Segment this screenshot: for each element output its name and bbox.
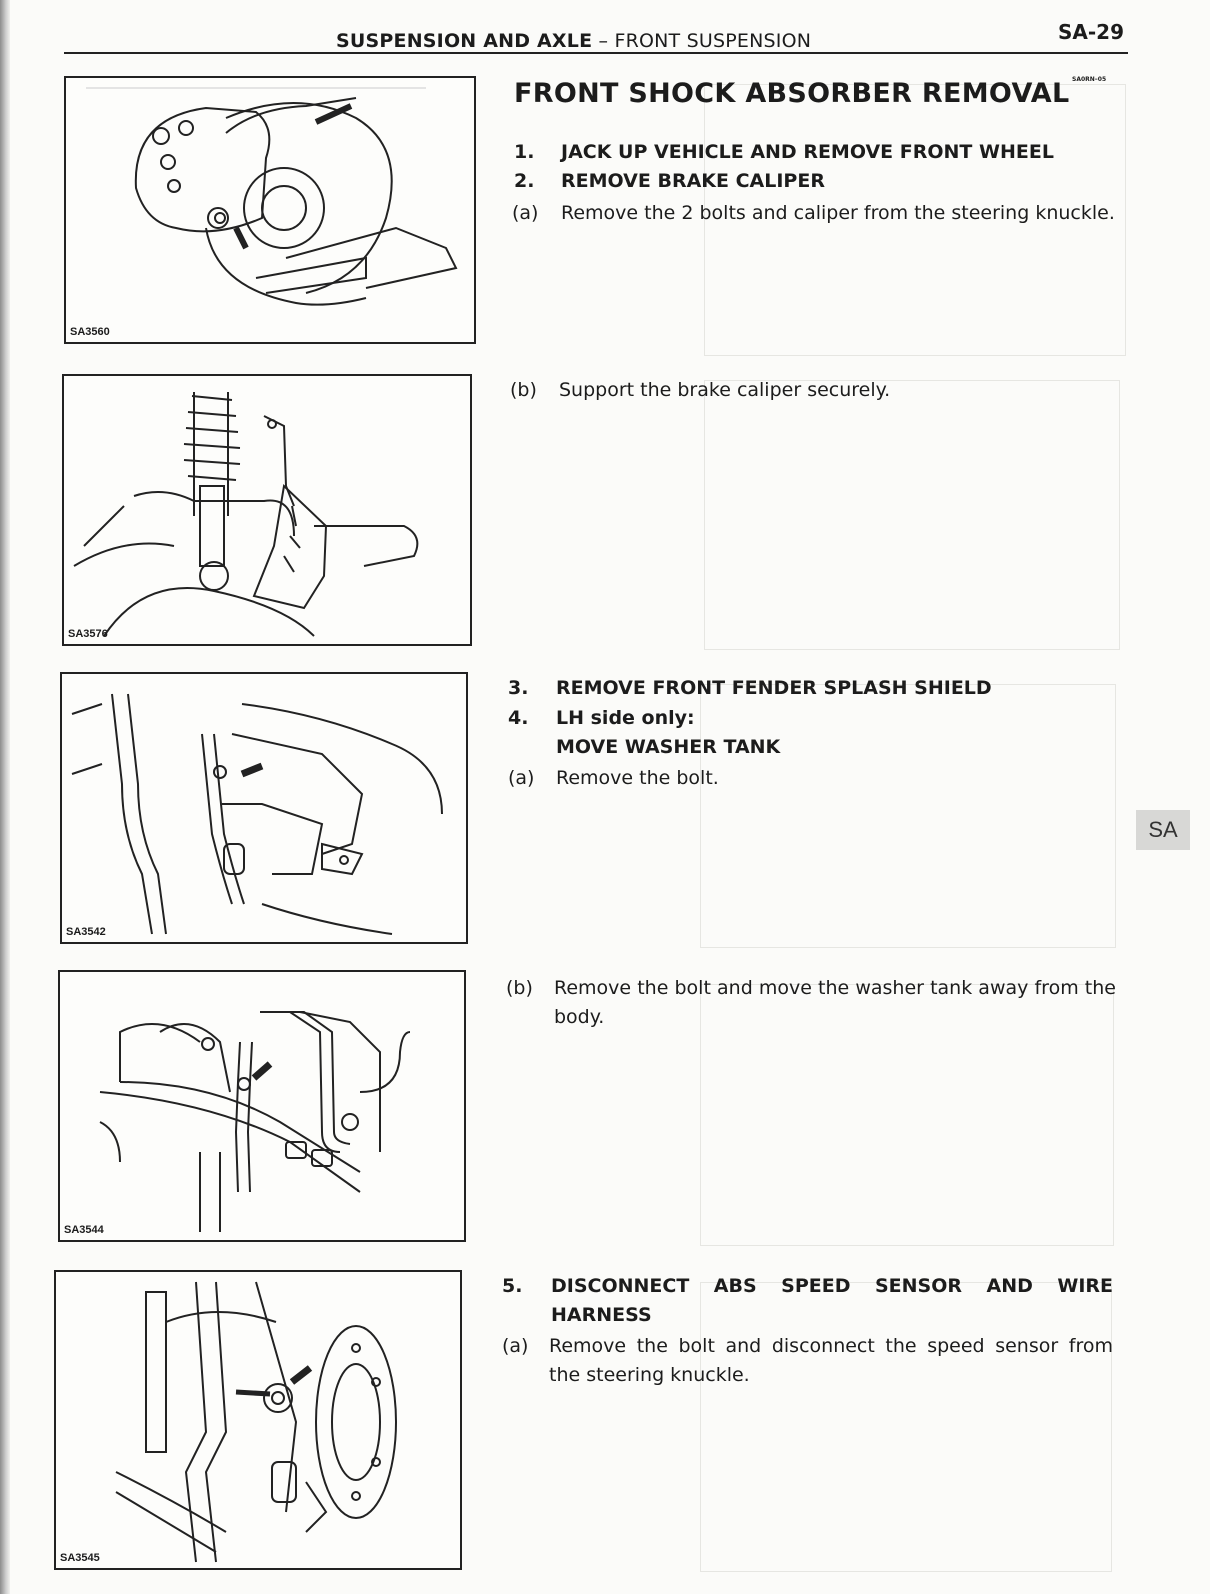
step-2a — [512, 199, 1124, 259]
step-text-line1: LH side only: — [556, 707, 695, 729]
substep-label: (b) — [506, 977, 533, 999]
step-text: REMOVE FRONT FENDER SPLASH SHIELD — [556, 677, 992, 699]
step-4a — [508, 764, 1120, 794]
step-number: 2. — [514, 170, 535, 192]
step-text: JACK UP VEHICLE AND REMOVE FRONT WHEEL — [561, 141, 1054, 163]
figure-abs-speed-sensor — [54, 1270, 462, 1570]
substep-text: Remove the bolt and move the washer tank away from the body. — [554, 977, 1116, 1028]
washer-tank-bolt-illustration-icon — [62, 674, 466, 942]
figure-caliper-support — [62, 374, 472, 646]
step-number: 3. — [508, 677, 529, 699]
figure-label: SA3542 — [66, 926, 106, 938]
bleed-through-ghost — [704, 380, 1120, 650]
step-number: 5. — [502, 1275, 523, 1297]
substep-label: (b) — [510, 379, 537, 401]
substep-text: Support the brake caliper securely. — [559, 379, 891, 401]
step-number: 4. — [508, 707, 529, 729]
substep-label: (a) — [512, 202, 539, 224]
washer-tank-move-illustration-icon — [60, 972, 464, 1240]
step-5 — [502, 1272, 1114, 1330]
substep-text: Remove the 2 bolts and caliper from the steering knuckle. — [561, 202, 1115, 224]
step-4 — [508, 704, 1118, 762]
substep-text: Remove the bolt and disconnect the speed sensor from the steering knuckle. — [549, 1335, 1113, 1386]
title-code: SA0RN–05 — [1072, 76, 1107, 83]
step-3 — [508, 674, 1118, 703]
step-number: 1. — [514, 141, 535, 163]
figure-washer-tank-move — [58, 970, 466, 1242]
header-dash: – — [592, 30, 615, 52]
figure-label: SA3544 — [64, 1224, 104, 1236]
figure-brake-caliper — [64, 76, 476, 344]
caliper-support-illustration-icon — [64, 376, 470, 644]
step-2 — [514, 167, 1124, 196]
figure-washer-tank-bolt — [60, 672, 468, 944]
main-title: FRONT SHOCK ABSORBER REMOVAL — [514, 78, 1070, 109]
step-2b — [510, 376, 1122, 406]
header-subsection: FRONT SUSPENSION — [614, 30, 812, 52]
substep-label: (a) — [502, 1335, 529, 1357]
figure-label: SA3560 — [70, 326, 110, 338]
section-tab: SA — [1136, 810, 1190, 850]
substep-text: Remove the bolt. — [556, 767, 719, 789]
figure-label: SA3545 — [60, 1552, 100, 1564]
figure-label: SA3576 — [68, 628, 108, 640]
step-text: DISCONNECT ABS SPEED SENSOR AND WIRE HARNESS — [551, 1275, 1113, 1326]
brake-caliper-illustration-icon — [66, 78, 474, 342]
header-rule — [64, 52, 1128, 54]
step-5a — [502, 1332, 1114, 1392]
step-text: REMOVE BRAKE CALIPER — [561, 170, 825, 192]
page-number: SA-29 — [1058, 20, 1125, 44]
page-binding-edge — [0, 0, 10, 1594]
step-4b — [506, 974, 1118, 1034]
header-section: SUSPENSION AND AXLE — [336, 30, 593, 52]
abs-speed-sensor-illustration-icon — [56, 1272, 460, 1568]
substep-label: (a) — [508, 767, 535, 789]
page-header — [336, 30, 811, 52]
step-text-line2: MOVE WASHER TANK — [556, 736, 781, 758]
step-1 — [514, 138, 1124, 167]
